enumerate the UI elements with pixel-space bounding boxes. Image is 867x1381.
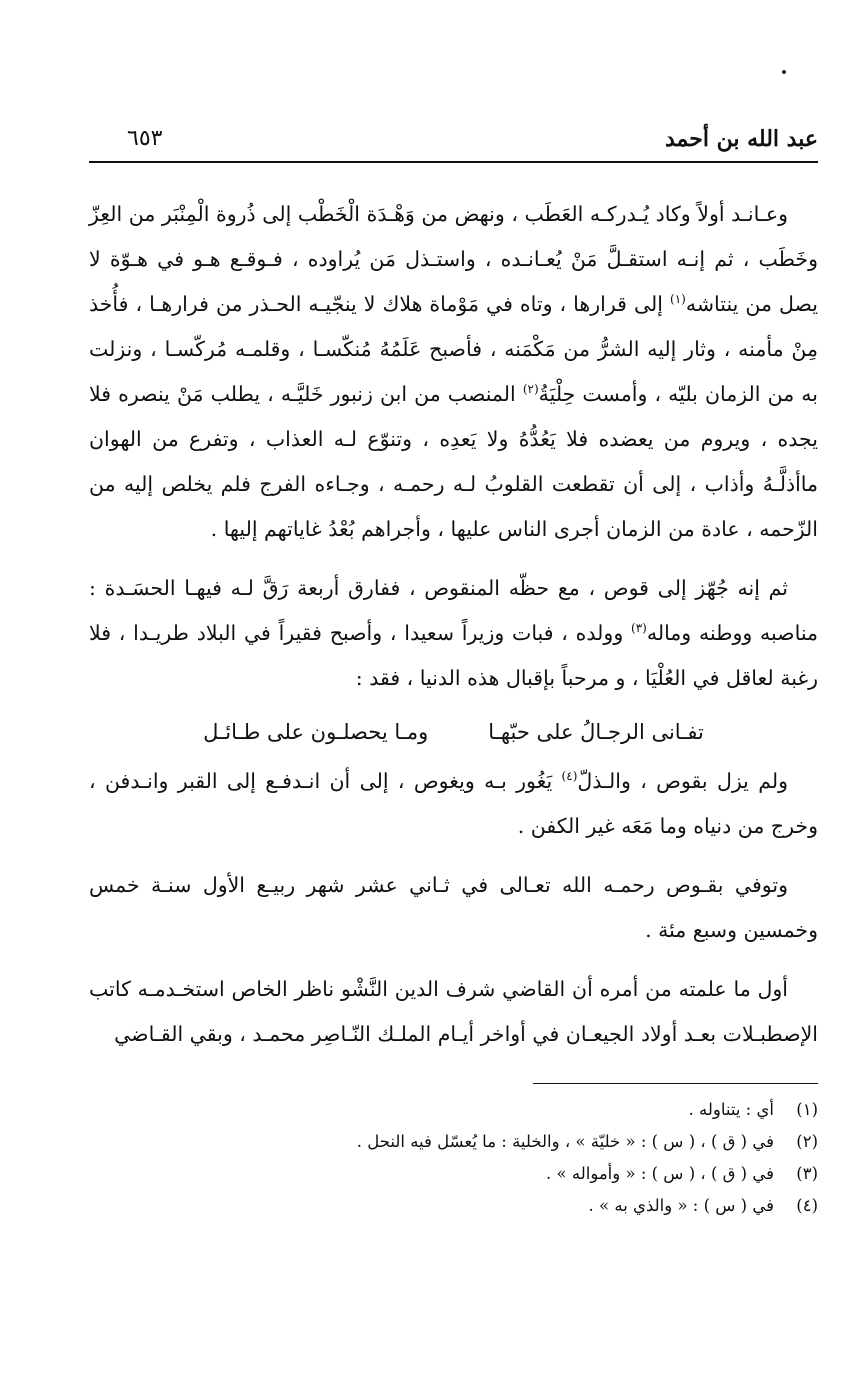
paragraph-4: وتوفي بقـوص رحمـه الله تعـالى في ثـاني عشر شهر ربيـع الأول سنـة خمس وخمسين وسبع مئة . (89, 873, 818, 942)
paragraph-3 (89, 759, 818, 849)
p1-part-c: المنصب من ابن زنبور خَليَّـه ، يطلب مَنْ ينصره فلا يجده ، ويروم من يعضده فلا يَعُدُّهُ ولا يَعدِه ، وتنوّع لـه العذاب ، وتفرع من الهوان ماأذلَّـهُ وأذاب ، إلى أن تقطعت القلوبُ لـه رحمـه ، وجـاءه الفرج فلم يخلص إليه من الزّحمه ، عادة من الزمان أجرى الناس عليها ، وأجراهم بُعْدُ غاياتهم إليها . (89, 382, 818, 541)
footnote-ref-3: (٣) (631, 621, 647, 636)
paragraph-1 (89, 192, 818, 552)
page-number: ٦٥٣ (127, 126, 163, 151)
main-text (89, 192, 818, 1057)
p1-part-a: وعـانـد أولاً وكاد يُـدركـه العَطَب ، ونهض من وَهْـدَة الْخَطْب إلى ذُروة الْمِنْبَر من العِزّ وخَطَب ، ثم إنـه استقـلَّ مَنْ يُعـانـده ، واستـذل مَن يُراوده ، فـوقـع هـو في هـوّة لا يصل من ينتاشه (89, 202, 818, 316)
footnote-ref-1: (١) (670, 292, 686, 307)
p2-part-a: ثم إنه جُهّز إلى قوص ، مع حظّه المنقوص ، ففارق أربعة رَقَّ لـه فيهـا الحسَـدة : مناصبه ووطنه وماله (89, 576, 818, 645)
p3-part-a: ولم يزل بقوص ، والـذلّ (577, 769, 788, 793)
running-header (89, 126, 818, 160)
page-speck (782, 70, 786, 74)
verse-first-hemistich: تفـانى الرجـالُ على حبّهـا (488, 720, 704, 744)
footnote-ref-2: (٢) (522, 382, 539, 397)
footnote-number: (٢) (796, 1132, 818, 1151)
footnote-text: في ( ق ) ، ( س ) : « وأمواله » . (546, 1164, 774, 1183)
footnote-rule (533, 1083, 818, 1084)
footnote-3 (89, 1158, 818, 1190)
footnote-number: (٣) (796, 1164, 818, 1183)
footnote-2 (89, 1126, 818, 1158)
footnote-text: في ( س ) : « والذي به » . (588, 1196, 774, 1215)
footnote-1 (89, 1094, 818, 1126)
footnote-number: (٤) (796, 1196, 818, 1215)
verse-second-hemistich: ومـا يحصلـون على طـائـل (203, 720, 429, 744)
poetry-verse (89, 711, 818, 753)
footnote-number: (١) (796, 1100, 818, 1119)
running-title: عبد الله بن أحمد (664, 126, 818, 152)
paragraph-2 (89, 566, 818, 701)
footnote-4 (89, 1190, 818, 1222)
paragraph-5: أول ما علمته من أمره أن القاضي شرف الدين النَّشْو ناظر الخاص استخـدمـه كاتب الإصطبـلات بعـد أولاد الجيعـان في أواخر أيـام الملـك النّـاصِر محمـد ، وبقي القـاضي (89, 977, 818, 1046)
p1-part-b: إلى قرارها ، وتاه في مَوْماة هلاك لا ينجّيـه الحـذر من فرارهـا ، فأُخذ مِنْ مأمنه ، وثار إليه الشرُّ من مَكْمَنه ، فأصبح عَلَمُهُ مُنكّسـا ، وقلمـه مُركّسـا ، ونزلت به من الزمان بليّه ، وأمست حِلْيَةُ (89, 292, 818, 406)
p3-part-b: يَغُور بـه ويغوص ، إلى أن انـدفـع إلى القبر وانـدفن ، وخرج من دنياه وما مَعَه غير الكفن . (89, 769, 818, 838)
header-rule (89, 161, 818, 163)
p2-part-b: وولده ، فبات وزيراً سعيدا ، وأصبح فقيراً في البلاد طريـدا ، فلا رغبة لعاقل في العُلْيَا ، و مرحباً بإقبال هذه الدنيا ، فقد : (89, 621, 818, 690)
footnotes (89, 1094, 818, 1222)
footnote-text: أي : يتناوله . (688, 1100, 774, 1119)
footnote-ref-4: (٤) (561, 769, 578, 784)
footnote-text: في ( ق ) ، ( س ) : « خليّة » ، والخلية : ما يُعسّل فيه النحل . (356, 1132, 774, 1151)
